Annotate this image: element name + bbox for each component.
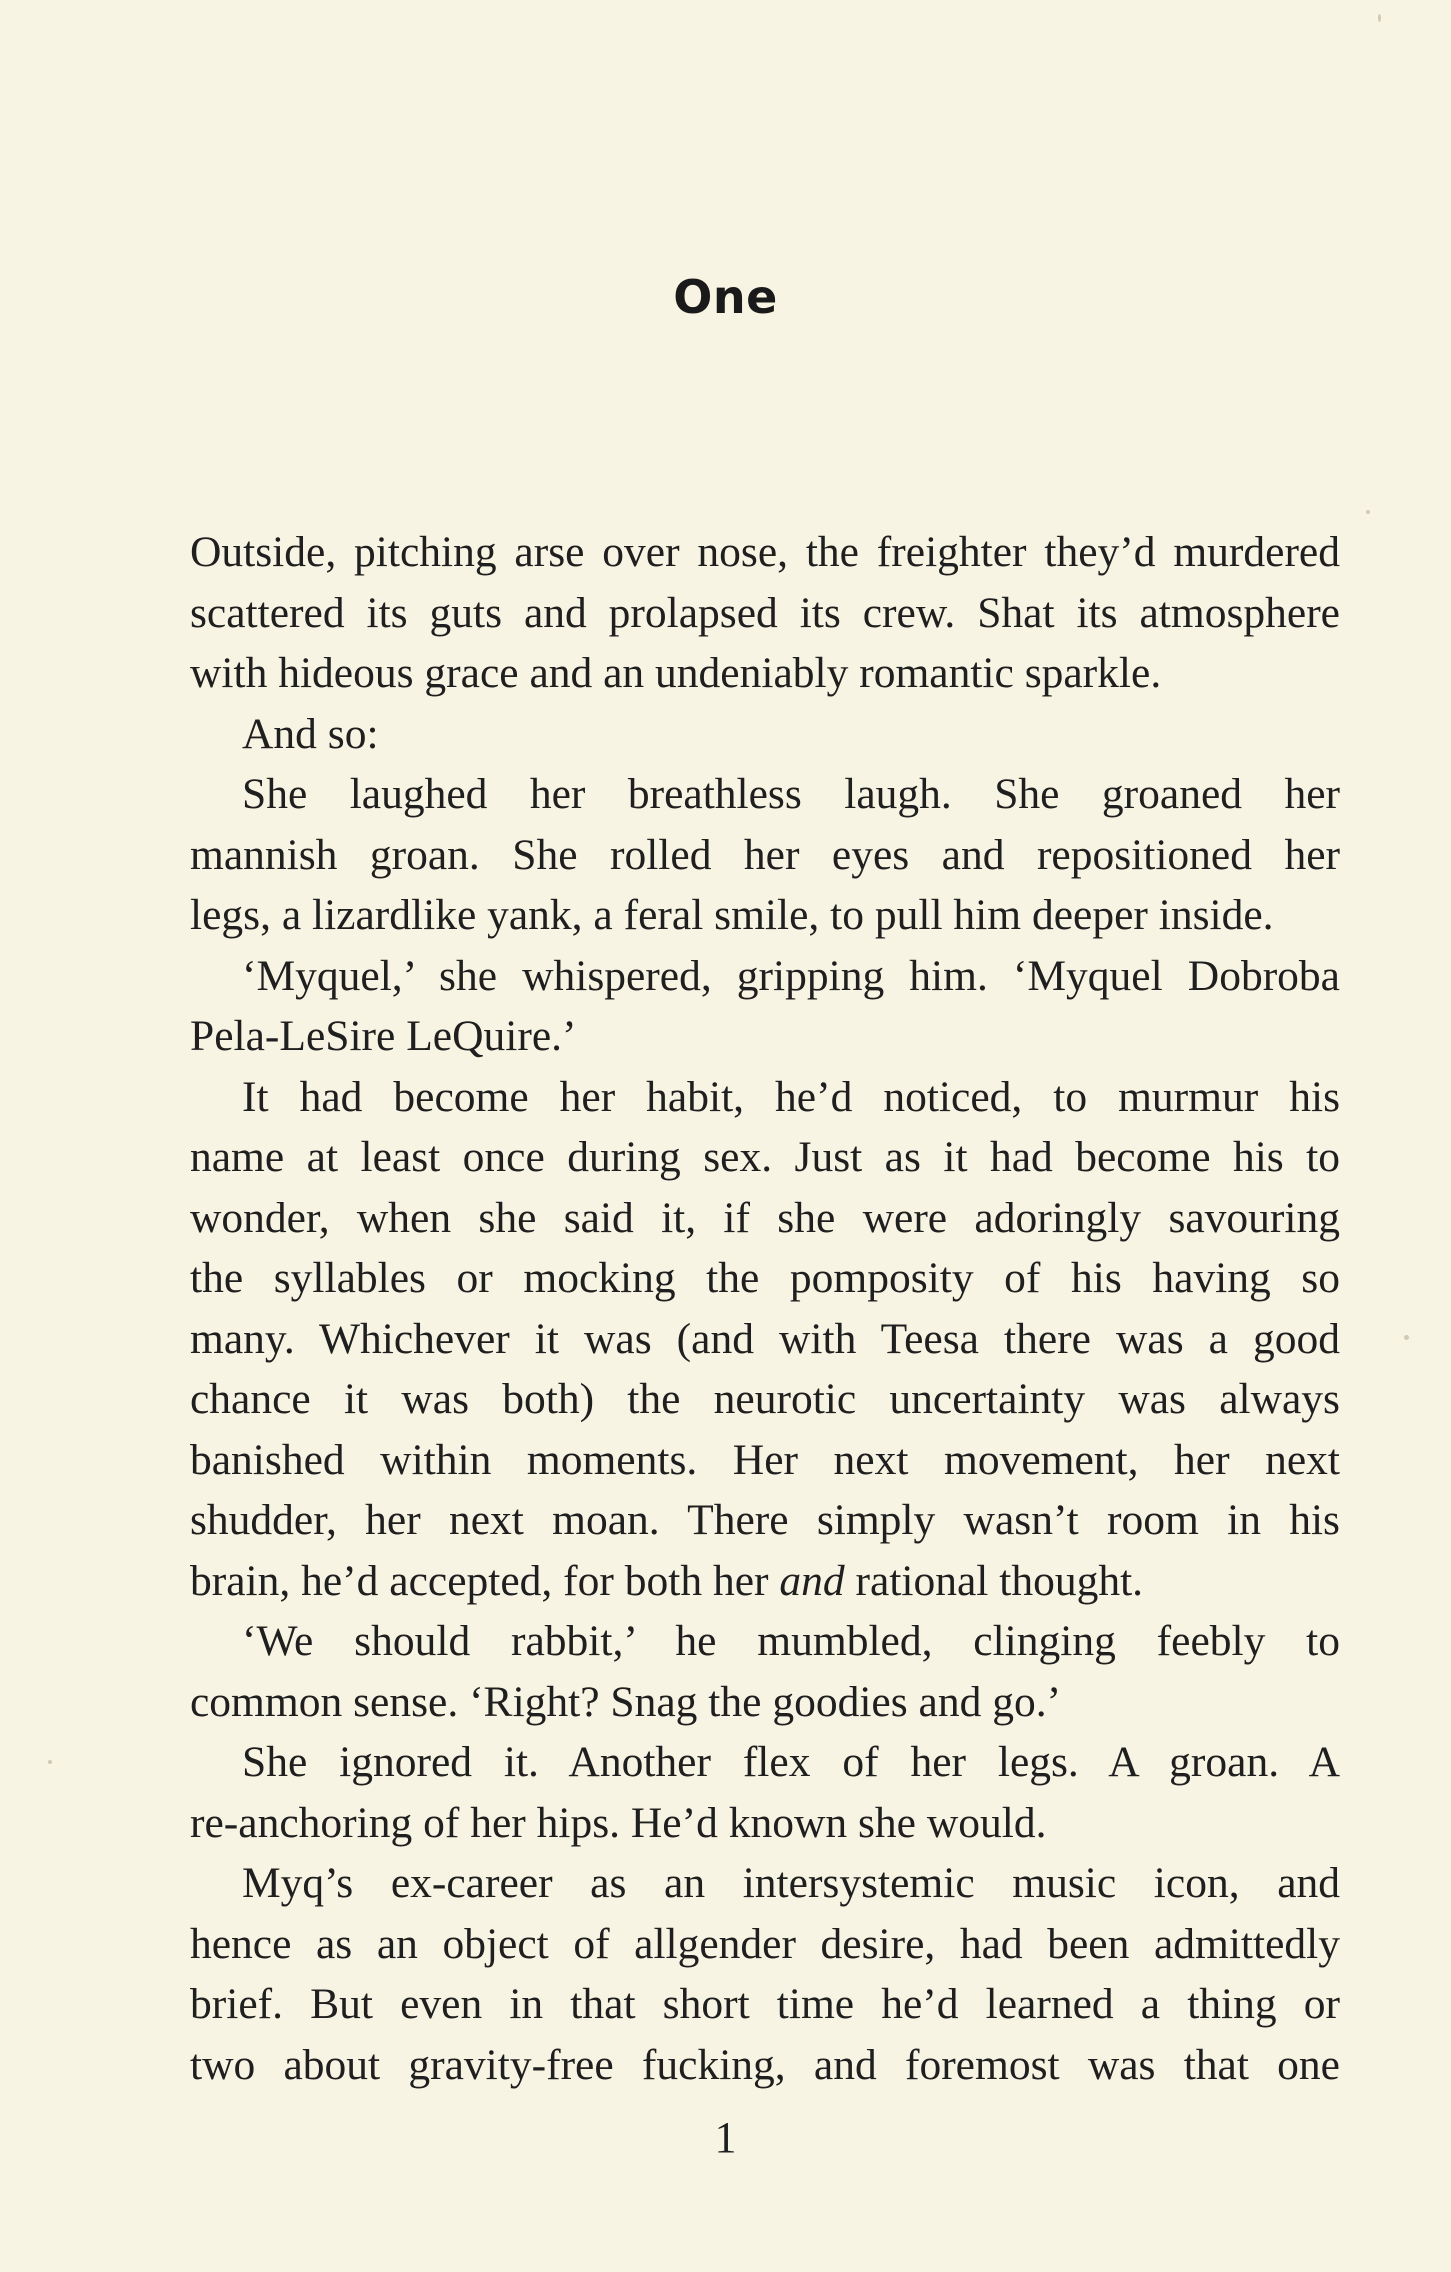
line-text: brief. But even in that short time he’d learned a thing or <box>190 1980 1340 2028</box>
line-text: ‘We should rabbit,’ he mumbled, clinging feebly to <box>242 1617 1340 1665</box>
page-number: 1 <box>714 2113 737 2162</box>
text-line <box>190 1248 1340 1309</box>
text-line <box>190 1067 1340 1128</box>
paragraph <box>190 1611 1340 1732</box>
text-line <box>190 1793 1340 1854</box>
text-line <box>190 1309 1340 1370</box>
text-line <box>190 1974 1340 2035</box>
line-text: with hideous grace and an undeniably romantic sparkle. <box>190 649 1162 697</box>
text-line <box>190 1914 1340 1975</box>
paragraph <box>190 1853 1340 2095</box>
text-line <box>190 1369 1340 1430</box>
line-text: name at least once during sex. Just as it had become his to <box>190 1133 1340 1181</box>
text-line <box>190 1490 1340 1551</box>
line-text: mannish groan. She rolled her eyes and repositioned her <box>190 830 1340 879</box>
line-text: It had become her habit, he’d noticed, to murmur his <box>242 1072 1340 1121</box>
text-line <box>190 583 1340 644</box>
text-line <box>190 1430 1340 1491</box>
line-text: banished within moments. Her next movement, her next <box>190 1435 1340 1484</box>
body-text <box>190 522 1340 2095</box>
line-text: shudder, her next moan. There simply wasn’t room in his <box>190 1496 1340 1544</box>
paper-speck <box>48 1760 52 1764</box>
paragraph <box>190 1067 1340 1612</box>
line-text-after: rational thought. <box>844 1556 1144 1605</box>
text-line <box>190 885 1340 946</box>
line-text: hence as an object of allgender desire, had been admittedly <box>190 1919 1340 1968</box>
line-text: many. Whichever it was (and with Teesa there was a good <box>190 1314 1340 1363</box>
line-text: chance it was both) the neurotic uncertainty was always <box>190 1375 1340 1423</box>
line-text: Outside, pitching arse over nose, the freighter they’d murdered <box>190 528 1340 576</box>
text-line <box>190 1672 1340 1733</box>
paragraph <box>190 764 1340 946</box>
text-line <box>190 2035 1340 2096</box>
text-line <box>190 1853 1340 1914</box>
text-line <box>190 764 1340 825</box>
line-text: Myq’s ex-career as an intersystemic music icon, and <box>242 1859 1340 1907</box>
chapter-title: One <box>673 270 778 324</box>
line-text: Pela-LeSire LeQuire.’ <box>190 1012 577 1060</box>
line-text: brain, he’d accepted, for both her <box>190 1556 780 1605</box>
text-line <box>190 946 1340 1007</box>
paragraph <box>190 1732 1340 1853</box>
text-line <box>190 1188 1340 1249</box>
line-text: ‘Myquel,’ she whispered, gripping him. ‘Myquel Dobroba <box>242 951 1340 1000</box>
line-text: the syllables or mocking the pomposity of his having so <box>190 1254 1340 1302</box>
paragraph <box>190 522 1340 704</box>
text-line <box>190 1006 1340 1067</box>
line-text: legs, a lizardlike yank, a feral smile, to pull him deeper inside. <box>190 891 1274 939</box>
line-text: two about gravity-free fucking, and foremost was that one <box>190 2040 1340 2089</box>
line-text: scattered its guts and prolapsed its crew. Shat its atmosphere <box>190 588 1340 637</box>
emphasis-text: and <box>779 1556 845 1605</box>
text-line <box>190 1732 1340 1793</box>
text-line <box>190 704 1340 765</box>
line-text: And so: <box>242 709 379 758</box>
line-text: re-anchoring of her hips. He’d known she would. <box>190 1798 1047 1847</box>
text-line <box>190 522 1340 583</box>
line-text: common sense. ‘Right? Snag the goodies and go.’ <box>190 1677 1062 1726</box>
line-text: wonder, when she said it, if she were adoringly savouring <box>190 1193 1340 1242</box>
paper-speck <box>1404 1335 1409 1340</box>
text-line <box>190 1551 1340 1612</box>
paper-speck <box>1378 14 1381 22</box>
line-text: She laughed her breathless laugh. She groaned her <box>242 770 1340 818</box>
paragraph <box>190 704 1340 765</box>
paragraph <box>190 946 1340 1067</box>
text-line <box>190 643 1340 704</box>
text-line <box>190 825 1340 886</box>
line-text: She ignored it. Another flex of her legs. A groan. A <box>242 1738 1340 1786</box>
paper-speck <box>1366 510 1370 514</box>
text-line <box>190 1127 1340 1188</box>
text-line <box>190 1611 1340 1672</box>
